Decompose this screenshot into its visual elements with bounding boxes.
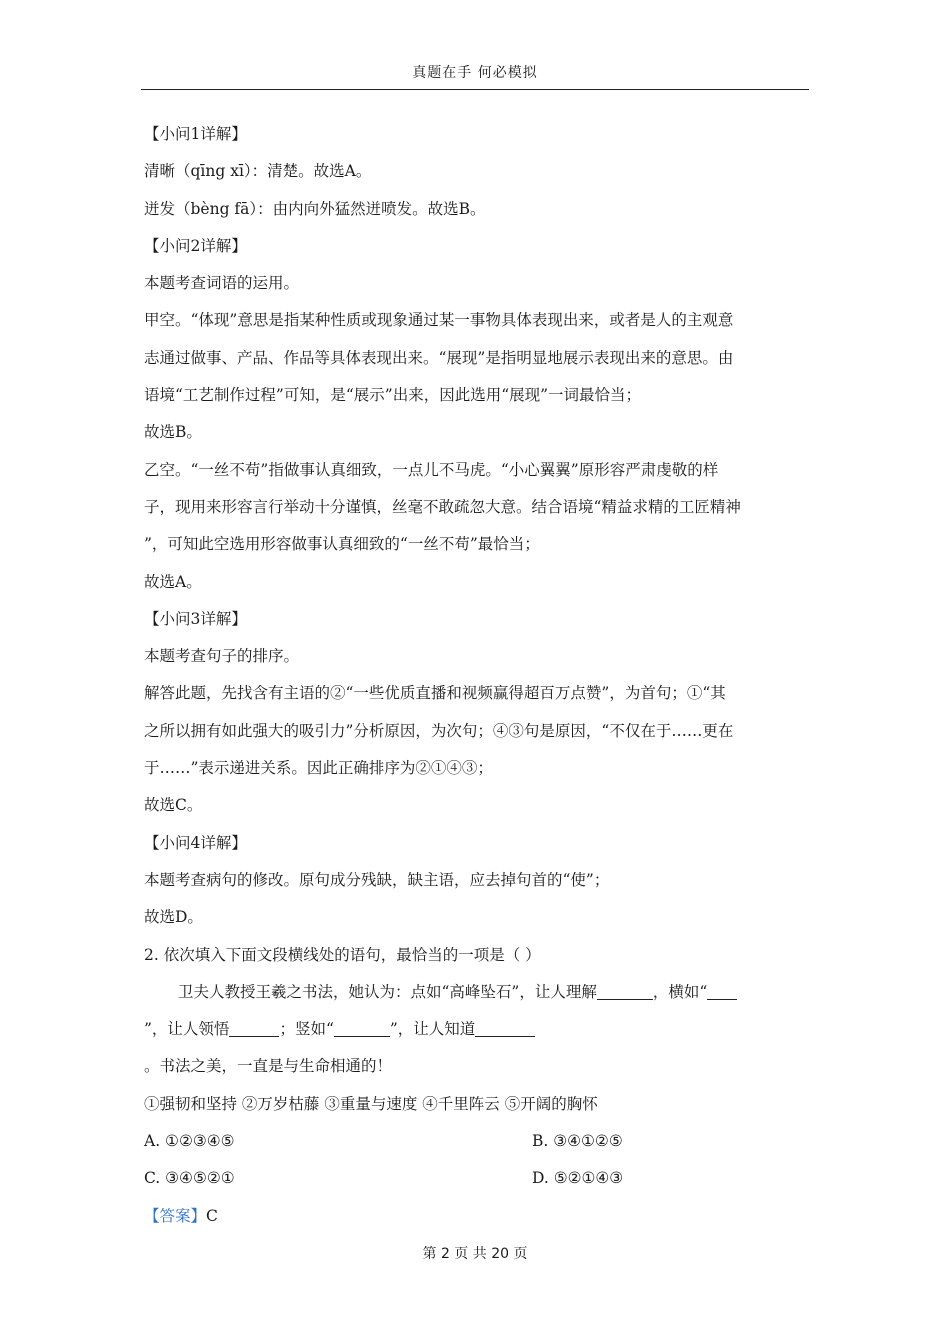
q3-intro: 本题考查句子的排序。	[144, 647, 300, 666]
q2-para-5: 乙空。“一丝不苟”指做事认真细致，一点儿不马虎。“小心翼翼”原形容严肃虔敬的样	[144, 460, 719, 479]
q1-heading: 【小问1详解】	[144, 125, 247, 143]
q2-para-7: ”，可知此空选用形容做事认真细致的“一丝不苟”最恰当；	[144, 535, 540, 554]
fill-blank	[475, 1021, 535, 1038]
q2-heading: 【小问2详解】	[144, 236, 247, 255]
fill-blank	[597, 983, 653, 1000]
option-d: D. ⑤②①④③	[532, 1169, 624, 1188]
passage-text: 卫夫人教授王羲之书法，她认为：点如“高峰坠石”，让人理解	[178, 982, 597, 1001]
footer-middle: 页 共	[449, 1246, 492, 1262]
q2-intro: 本题考查词语的运用。	[144, 274, 300, 293]
option-a: A. ①②③④⑤	[144, 1132, 235, 1151]
q3-para-1: 解答此题，先找含有主语的②“一些优质直播和视频赢得超百万点赞”，为首句；①“其	[144, 684, 726, 703]
question-2-choices: ①强韧和坚持 ②万岁枯藤 ③重量与速度 ④千里阵云 ⑤开阔的胸怀	[144, 1094, 598, 1113]
page-header: 真题在手 何必模拟	[412, 65, 538, 81]
q3-para-2: 之所以拥有如此强大的吸引力”分析原因，为次句；④③句是原因，“不仅在于……更在	[144, 721, 734, 740]
q2-para-8: 故选A。	[144, 572, 202, 591]
fill-blank	[334, 1021, 390, 1038]
answer-value: C	[206, 1206, 218, 1225]
q2-para-3: 语境“工艺制作过程”可知，是“展示”出来，因此选用“展现”一词最恰当；	[144, 386, 642, 405]
options-row-2	[144, 1160, 809, 1197]
q3-para-4: 故选C。	[144, 796, 203, 815]
q2-para-2: 志通过做事、产品、作品等具体表现出来。“展现”是指明显地展示表现出来的意思。由	[144, 348, 734, 367]
q2-para-4: 故选B。	[144, 423, 202, 442]
header-divider	[141, 89, 809, 90]
passage-text: ”，让人知道	[389, 1020, 476, 1039]
fill-blank	[707, 983, 737, 1000]
q4-heading: 【小问4详解】	[144, 833, 247, 852]
question-2-stem: 2. 依次填入下面文段横线处的语句，最恰当的一项是（ ）	[144, 945, 541, 964]
fill-blank	[229, 1021, 279, 1038]
q4-intro: 本题考查病句的修改。原句成分残缺，缺主语，应去掉句首的“使”；	[144, 870, 610, 889]
page-number: 2	[440, 1246, 450, 1262]
question-2-passage-line-3: 。书法之美，一直是与生命相通的！	[144, 1057, 393, 1076]
total-pages: 20	[491, 1246, 510, 1262]
q1-line-2: 迸发（bèng fā）：由内向外猛然迸喷发。故选B。	[144, 199, 486, 218]
option-c: C. ③④⑤②①	[144, 1169, 235, 1188]
passage-text: ，横如“	[652, 982, 708, 1001]
page-footer	[0, 1243, 950, 1263]
answer-line	[144, 1198, 809, 1235]
q3-para-3: 于……”表示递进关系。因此正确排序为②①④③；	[144, 759, 493, 778]
answer-label: 【答案】	[144, 1206, 207, 1225]
question-2-passage-line-1	[144, 974, 809, 1011]
q2-para-6: 子，现用来形容言行举动十分谨慎，丝毫不敢疏忽大意。结合语境“精益求精的工匠精神	[144, 497, 741, 516]
q4-para-1: 故选D。	[144, 908, 203, 927]
options-row-1	[144, 1123, 809, 1160]
document-body	[144, 116, 809, 1235]
question-2-passage-line-2	[144, 1011, 809, 1048]
footer-suffix: 页	[509, 1246, 528, 1262]
q1-line-1: 清晰（qīng xī）：清楚。故选A。	[144, 162, 372, 181]
passage-text: ；竖如“	[279, 1020, 334, 1039]
q3-heading: 【小问3详解】	[144, 609, 247, 628]
option-b: B. ③④①②⑤	[532, 1132, 623, 1151]
passage-text: ”，让人领悟	[144, 1020, 230, 1039]
footer-prefix: 第	[422, 1246, 441, 1262]
q2-para-1: 甲空。“体现”意思是指某种性质或现象通过某一事物具体表现出来，或者是人的主观意	[144, 311, 734, 330]
